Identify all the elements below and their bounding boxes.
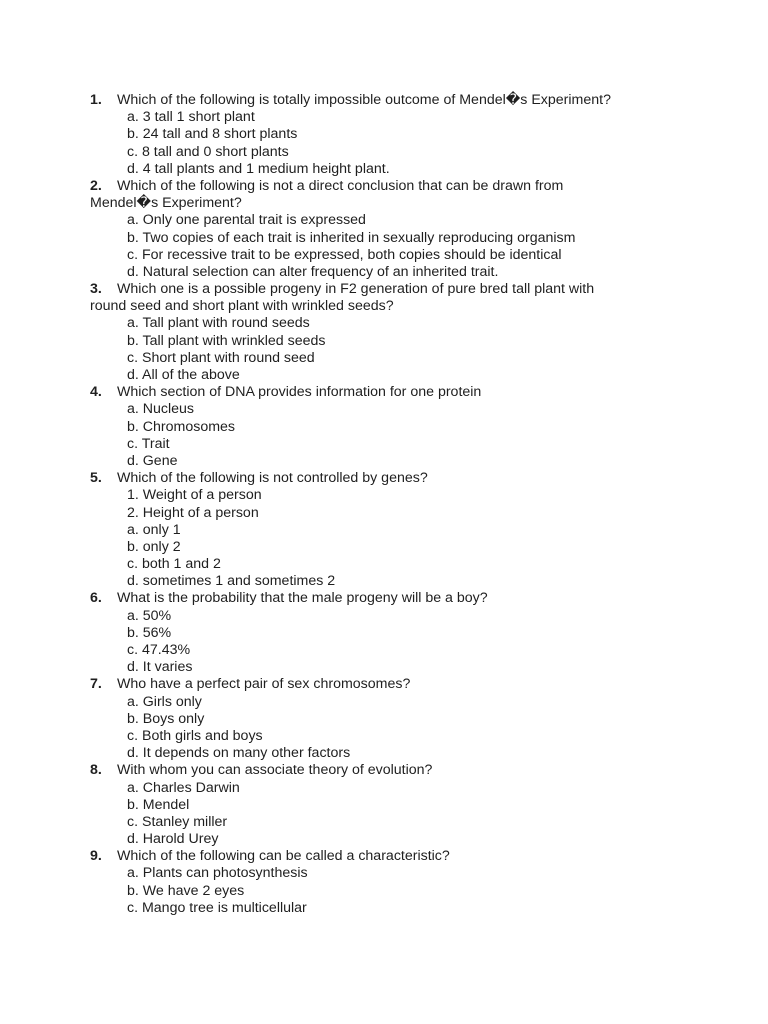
answer-option: b. Two copies of each trait is inherited in sexually reproducing organism [127,229,576,246]
answer-option: d. All of the above [127,367,240,383]
question-text-line [90,178,680,195]
answer-option: c. For recessive trait to be expressed, both copies should be identical [127,246,562,263]
answer-option: c. 47.43% [127,642,191,658]
question-9 [90,848,680,917]
question-8 [90,762,680,848]
answer-option: b. Chromosomes [127,418,236,435]
question-3 [90,281,680,384]
question-number: 8. [90,762,102,779]
question-text-line [90,92,680,109]
answer-option: d. 4 tall plants and 1 medium height plant. [127,160,390,177]
question-text: What is the probability that the male progeny will be a boy? [117,590,488,607]
question-6 [90,590,680,676]
question-text: Which section of DNA provides information for one protein [117,384,482,401]
question-4 [90,384,680,470]
question-text-line [90,676,680,693]
answer-option: d. It depends on many other factors [127,745,351,762]
question-7 [90,676,680,762]
question-text: Which of the following is not a direct conclusion that can be drawn from [117,177,564,194]
answer-option: d. It varies [127,659,193,676]
answer-option: a. Tall plant with round seeds [127,315,310,332]
question-number: 5. [90,470,102,487]
answer-option: 2. Height of a person [127,504,259,521]
question-2 [90,178,680,281]
question-number: 2. [90,177,102,194]
answer-option: c. Stanley miller [127,813,228,830]
answer-option: c. both 1 and 2 [127,556,221,573]
answer-option: b. We have 2 eyes [127,882,245,899]
question-text: Which of the following is not controlled by genes? [117,470,428,487]
question-number: 1. [90,92,102,108]
answer-option: d. Harold Urey [127,831,219,848]
question-number: 9. [90,848,102,865]
answer-option: b. only 2 [127,538,181,555]
question-text: Mendel�s Experiment? [90,195,242,212]
question-text: round seed and short plant with wrinkled seeds? [90,298,394,315]
question-text: With whom you can associate theory of evolution? [117,762,433,779]
question-number: 3. [90,281,102,298]
question-text: Which of the following can be called a characteristic? [117,848,450,865]
question-text: Who have a perfect pair of sex chromosomes? [117,676,411,693]
answer-option: 1. Weight of a person [127,487,262,504]
answer-option: c. Mango tree is multicellular [127,899,307,916]
question-number: 4. [90,384,102,401]
answer-option: d. sometimes 1 and sometimes 2 [127,573,336,590]
answer-option: b. 24 tall and 8 short plants [127,126,298,143]
answer-option: b. Mendel [127,796,190,813]
document-body [90,92,680,917]
answer-option: a. 3 tall 1 short plant [127,109,255,126]
answer-option: c. 8 tall and 0 short plants [127,143,289,160]
answer-option: a. Plants can photosynthesis [127,865,308,882]
answer-option: c. Short plant with round seed [127,349,315,366]
question-text-line [90,762,680,779]
answer-option: c. Trait [127,435,170,452]
question-text-line [90,281,680,298]
answer-option: b. Boys only [127,710,205,727]
question-text: Which of the following is totally impossible outcome of Mendel�s Experiment? [117,92,611,108]
answer-option: d. Natural selection can alter frequency of an inherited trait. [127,263,499,280]
question-text-line [90,384,680,401]
answer-option: a. 50% [127,607,172,624]
answer-option: a. Only one parental trait is expressed [127,212,366,229]
answer-option: d. Gene [127,452,178,469]
answer-option: b. 56% [127,624,172,641]
answer-option: a. Charles Darwin [127,779,240,796]
question-number: 7. [90,676,102,693]
question-1 [90,92,680,178]
answer-option: b. Tall plant with wrinkled seeds [127,332,326,349]
question-5 [90,470,680,590]
answer-option: a. Girls only [127,693,202,710]
answer-option: c. Both girls and boys [127,727,263,744]
answer-option: a. only 1 [127,521,181,538]
question-number: 6. [90,590,102,607]
question-text-line [90,195,680,212]
question-text-line [90,298,680,315]
answer-option: a. Nucleus [127,401,195,418]
question-text-line [90,470,680,487]
question-text: Which one is a possible progeny in F2 generation of pure bred tall plant with [117,281,595,298]
question-text-line [90,848,680,865]
question-text-line [90,590,680,607]
